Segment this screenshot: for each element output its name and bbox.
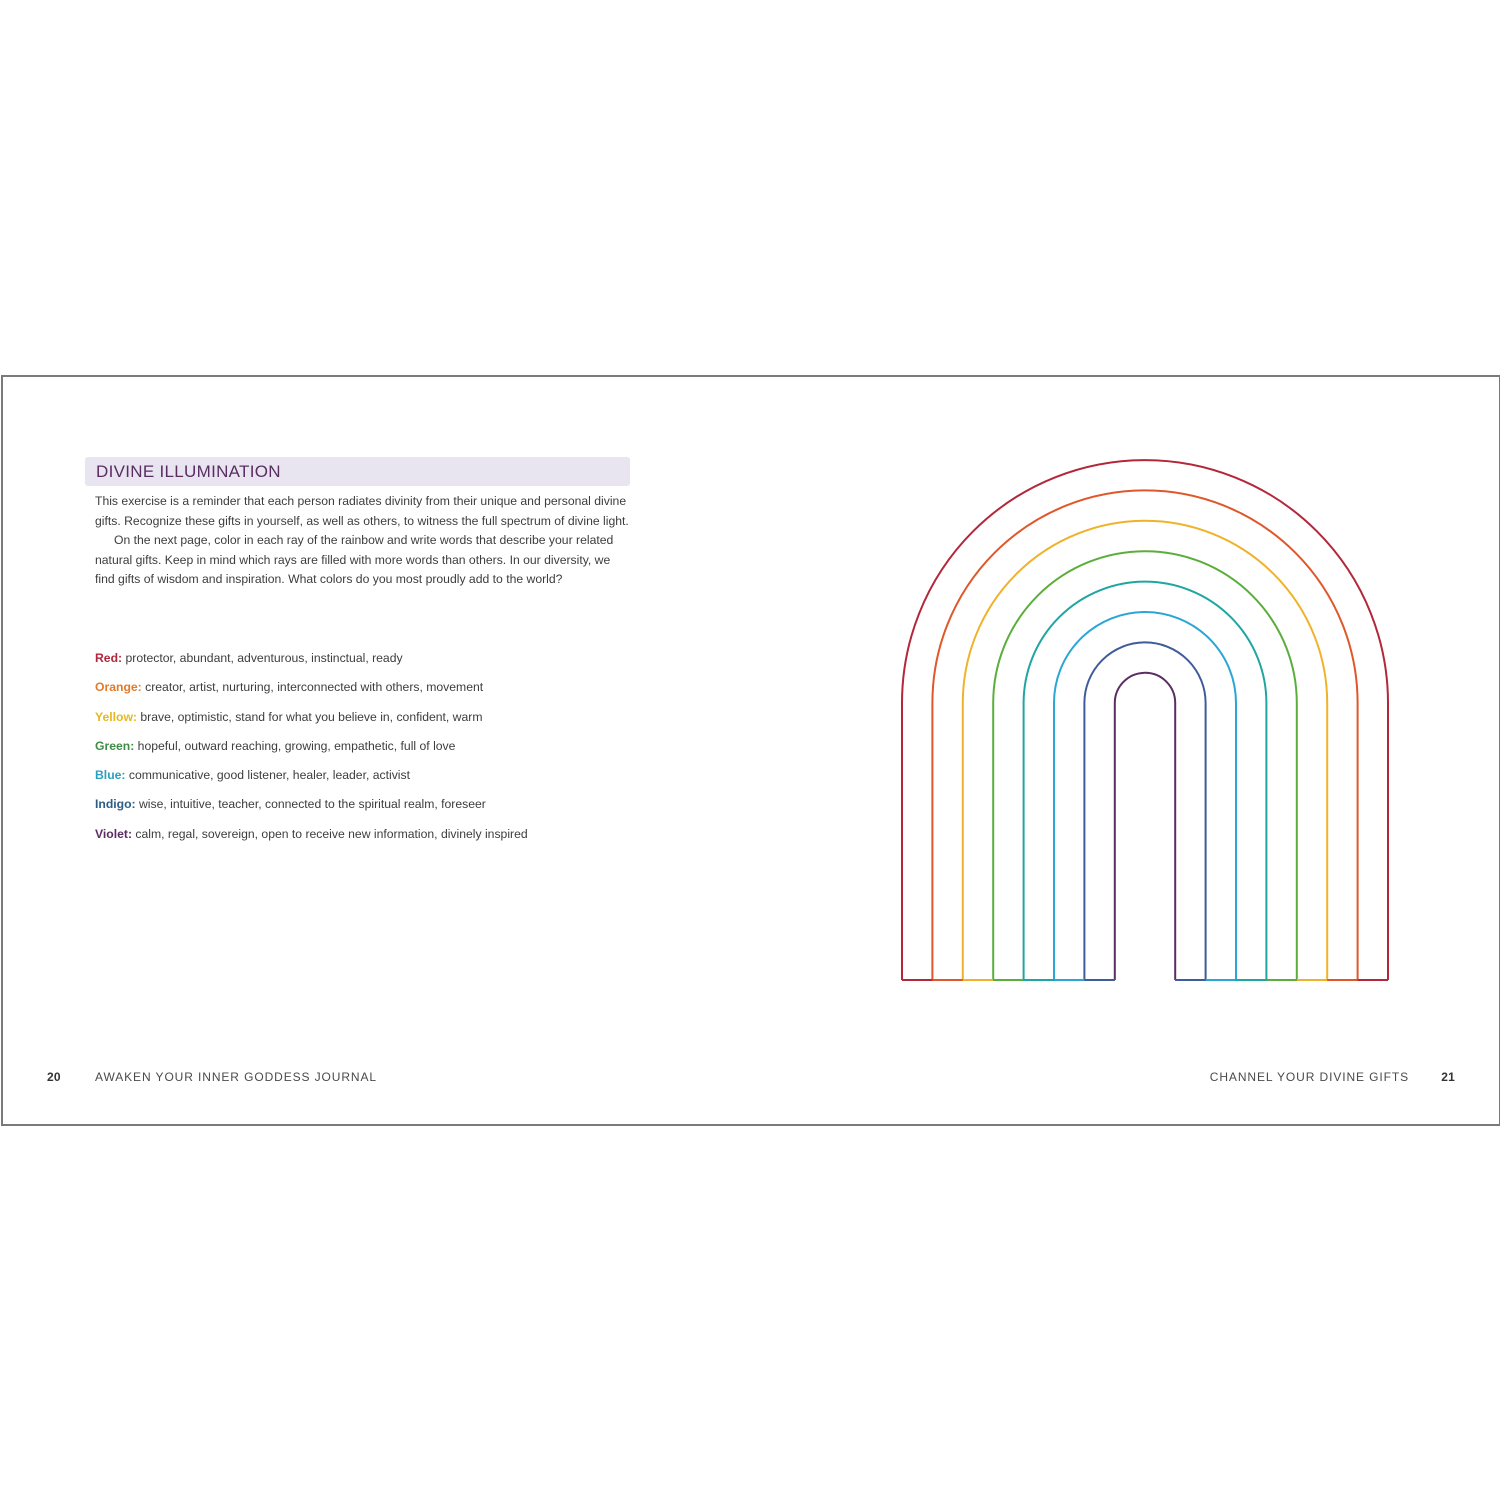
ray-item-indigo bbox=[95, 795, 655, 824]
ray-item-green bbox=[95, 737, 655, 766]
rainbow-arch-3 bbox=[963, 521, 1327, 980]
right-page-number: 21 bbox=[1441, 1070, 1455, 1084]
ray-words: brave, optimistic, stand for what you believe in, confident, warm bbox=[137, 709, 483, 724]
right-running-head: CHANNEL YOUR DIVINE GIFTS bbox=[1209, 1070, 1409, 1084]
left-running-head: AWAKEN YOUR INNER GODDESS JOURNAL bbox=[95, 1070, 377, 1084]
ray-item-yellow bbox=[95, 708, 655, 737]
rainbow-arch-7 bbox=[1084, 642, 1205, 980]
ray-name: Violet: bbox=[95, 826, 133, 841]
ray-name: Orange: bbox=[95, 680, 142, 695]
ray-words: creator, artist, nurturing, interconnected with others, movement bbox=[141, 680, 484, 695]
book-spread bbox=[1, 375, 1500, 1126]
rainbow-arch-1 bbox=[902, 460, 1388, 980]
ray-words: hopeful, outward reaching, growing, empathetic, full of love bbox=[134, 738, 456, 753]
ray-name: Red: bbox=[95, 651, 123, 665]
rainbow-outline-illustration bbox=[893, 452, 1403, 992]
ray-list bbox=[95, 649, 655, 854]
rainbow-arch-5 bbox=[1024, 582, 1267, 980]
heading-bar bbox=[85, 457, 630, 486]
left-page-number: 20 bbox=[47, 1070, 61, 1084]
rainbow-arch-4 bbox=[993, 551, 1297, 980]
ray-name: Green: bbox=[95, 738, 135, 753]
intro-paragraph-1: This exercise is a reminder that each person radiates divinity from their unique and personal divine gifts. Recognize these gifts in yourself, as well as others, to witness the full spectrum of divine light. bbox=[95, 494, 629, 528]
rainbow-arch-2 bbox=[932, 490, 1357, 980]
ray-name: Indigo: bbox=[95, 797, 136, 812]
ray-words: communicative, good listener, healer, leader, activist bbox=[125, 768, 410, 783]
intro-paragraph-2: On the next page, color in each ray of the rainbow and write words that describe your related natural gifts. Keep in mind which rays are filled with more words than others. In our diversity, we find gifts of wisdom and inspiration. What colors do you most proudly add to the world? bbox=[95, 533, 614, 586]
ray-name: Blue: bbox=[95, 768, 126, 783]
ray-words: calm, regal, sovereign, open to receive new information, divinely inspired bbox=[132, 826, 528, 841]
ray-words: protector, abundant, adventurous, instinctual, ready bbox=[122, 651, 403, 665]
ray-item-blue bbox=[95, 766, 655, 795]
page-heading: DIVINE ILLUMINATION bbox=[96, 462, 281, 481]
intro-text bbox=[95, 492, 630, 590]
ray-item-violet bbox=[95, 825, 655, 854]
ray-words: wise, intuitive, teacher, connected to the spiritual realm, foreseer bbox=[135, 797, 486, 812]
rainbow-arch-8 bbox=[1115, 673, 1175, 980]
ray-name: Yellow: bbox=[95, 709, 137, 724]
ray-item-red bbox=[95, 649, 655, 678]
rainbow-arch-6 bbox=[1054, 612, 1236, 980]
ray-item-orange bbox=[95, 678, 655, 707]
